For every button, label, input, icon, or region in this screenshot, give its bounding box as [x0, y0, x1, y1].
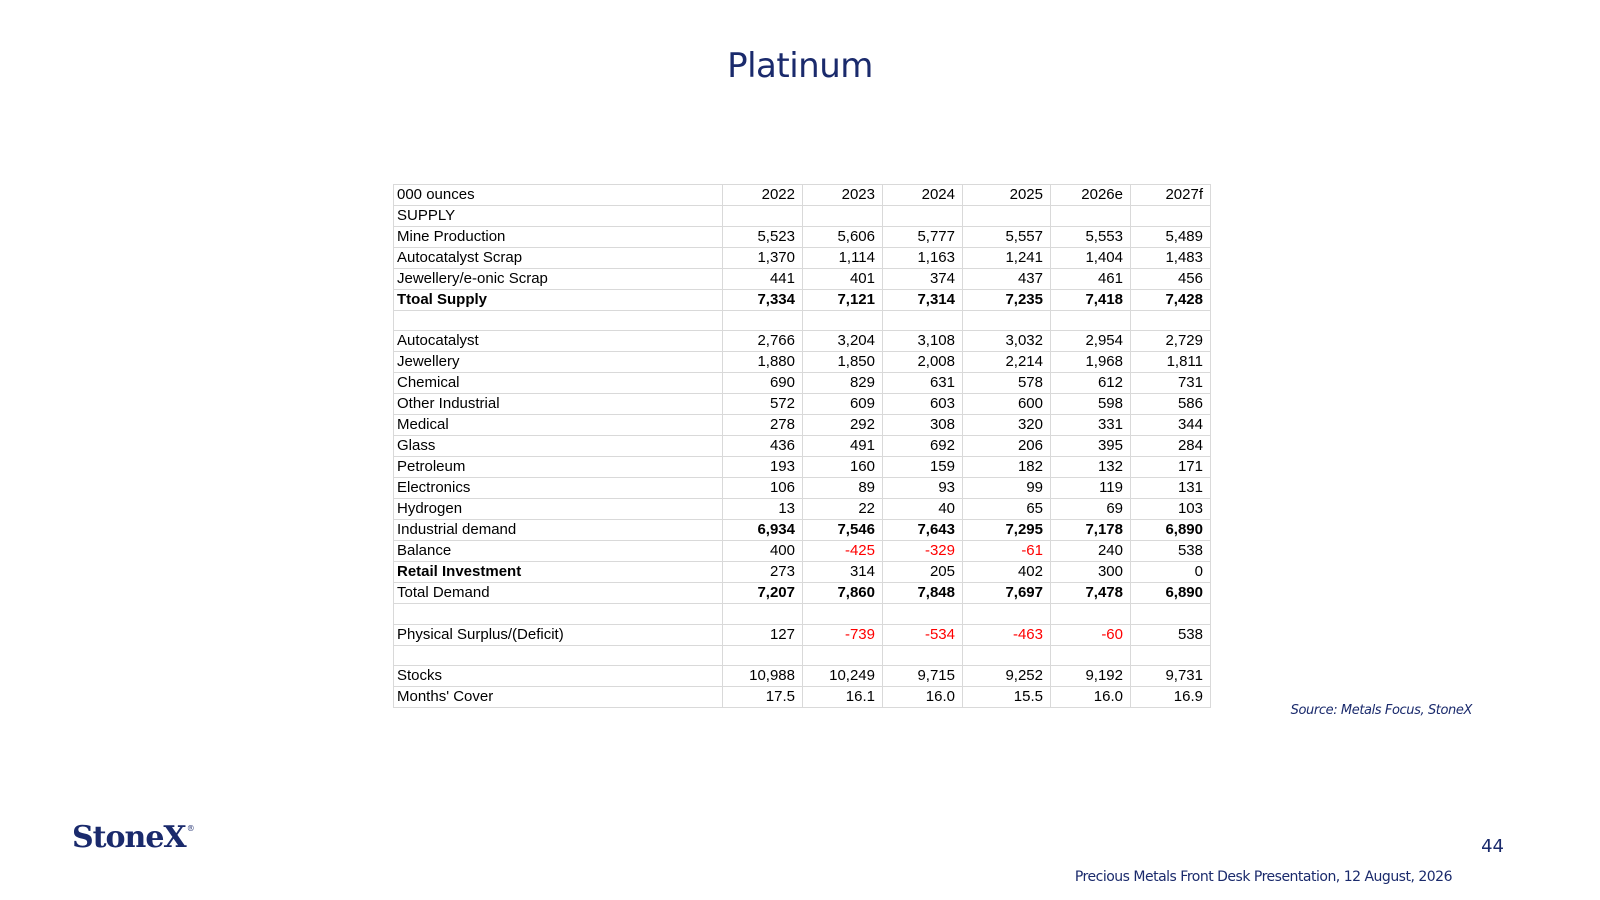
table-cell: 13 [723, 499, 803, 520]
table-cell: 1,968 [1051, 352, 1131, 373]
table-cell: 193 [723, 457, 803, 478]
table-cell: 436 [723, 436, 803, 457]
table-cell: 631 [883, 373, 963, 394]
table-cell [1051, 604, 1131, 624]
row-label: Ttoal Supply [394, 290, 723, 311]
table-cell [1051, 311, 1131, 331]
table-cell: 22 [803, 499, 883, 520]
table-cell: 7,697 [963, 583, 1051, 604]
table-cell: 603 [883, 394, 963, 415]
table-cell: 7,428 [1131, 290, 1211, 311]
page-number: 44 [1481, 836, 1504, 857]
table-cell: 441 [723, 269, 803, 290]
table-cell: 7,314 [883, 290, 963, 311]
row-label [394, 645, 723, 665]
table-cell: 491 [803, 436, 883, 457]
table-cell: 1,811 [1131, 352, 1211, 373]
table-cell: 538 [1131, 541, 1211, 562]
table-cell: 16.1 [803, 686, 883, 707]
table-cell: 1,370 [723, 248, 803, 269]
table-cell: 314 [803, 562, 883, 583]
table-row [394, 436, 1211, 457]
table-cell: 69 [1051, 499, 1131, 520]
table-cell [963, 645, 1051, 665]
table-row [394, 269, 1211, 290]
header-year: 2024 [883, 185, 963, 206]
table-cell: 461 [1051, 269, 1131, 290]
table-cell: 6,890 [1131, 583, 1211, 604]
table-cell: 7,418 [1051, 290, 1131, 311]
table-row [394, 645, 1211, 665]
row-label: Months' Cover [394, 686, 723, 707]
table-cell [883, 206, 963, 227]
table-row [394, 520, 1211, 541]
row-label: Autocatalyst [394, 331, 723, 352]
table-cell: 1,114 [803, 248, 883, 269]
table-cell: 1,404 [1051, 248, 1131, 269]
header-unit-label: 000 ounces [394, 185, 723, 206]
row-label: Stocks [394, 665, 723, 686]
footer-text: Precious Metals Front Desk Presentation, 12 August, 2026 [1074, 869, 1452, 885]
table-cell: 692 [883, 436, 963, 457]
row-label: Total Demand [394, 583, 723, 604]
table-cell: 16.0 [883, 686, 963, 707]
table-row [394, 352, 1211, 373]
table-cell: 400 [723, 541, 803, 562]
row-label: Petroleum [394, 457, 723, 478]
table-cell: 171 [1131, 457, 1211, 478]
table-cell: 106 [723, 478, 803, 499]
table-row [394, 206, 1211, 227]
table-cell [963, 206, 1051, 227]
table-cell: 16.0 [1051, 686, 1131, 707]
table-cell: 7,478 [1051, 583, 1131, 604]
table-cell: 93 [883, 478, 963, 499]
row-label: Jewellery [394, 352, 723, 373]
table-cell: 284 [1131, 436, 1211, 457]
row-label: Autocatalyst Scrap [394, 248, 723, 269]
table-cell: 6,934 [723, 520, 803, 541]
table-cell: 9,192 [1051, 665, 1131, 686]
table-row [394, 415, 1211, 436]
table-cell [803, 645, 883, 665]
table-cell: 829 [803, 373, 883, 394]
table-cell: 3,032 [963, 331, 1051, 352]
logo-text: StoneX [72, 820, 186, 855]
table-cell: 401 [803, 269, 883, 290]
header-year: 2025 [963, 185, 1051, 206]
table-cell: 7,207 [723, 583, 803, 604]
table-cell: 402 [963, 562, 1051, 583]
table-cell: 5,606 [803, 227, 883, 248]
table-row [394, 686, 1211, 707]
table-cell: 456 [1131, 269, 1211, 290]
table-cell: 572 [723, 394, 803, 415]
table-cell: 0 [1131, 562, 1211, 583]
table-row [394, 331, 1211, 352]
table-cell: 10,988 [723, 665, 803, 686]
page-title: Platinum [727, 46, 873, 86]
table-cell: 731 [1131, 373, 1211, 394]
table-cell: 159 [883, 457, 963, 478]
row-label: Chemical [394, 373, 723, 394]
table-cell: 586 [1131, 394, 1211, 415]
table-cell: 16.9 [1131, 686, 1211, 707]
table-cell [803, 604, 883, 624]
table-cell [963, 604, 1051, 624]
table-cell: -60 [1051, 624, 1131, 645]
source-note: Source: Metals Focus, StoneX [1290, 703, 1472, 718]
table-cell: 437 [963, 269, 1051, 290]
table-cell: 182 [963, 457, 1051, 478]
table-cell: 3,204 [803, 331, 883, 352]
table-cell: 2,729 [1131, 331, 1211, 352]
table-cell: 2,766 [723, 331, 803, 352]
table-cell: 1,850 [803, 352, 883, 373]
table-cell: 1,880 [723, 352, 803, 373]
header-year: 2026e [1051, 185, 1131, 206]
table-row [394, 248, 1211, 269]
row-label: Hydrogen [394, 499, 723, 520]
table-cell: 320 [963, 415, 1051, 436]
table-row [394, 541, 1211, 562]
table-cell: 1,483 [1131, 248, 1211, 269]
table-cell: 40 [883, 499, 963, 520]
table-cell: 374 [883, 269, 963, 290]
row-label: Glass [394, 436, 723, 457]
table-row [394, 583, 1211, 604]
table-cell: 7,848 [883, 583, 963, 604]
table-cell: 131 [1131, 478, 1211, 499]
table-cell: 5,523 [723, 227, 803, 248]
table-cell: 9,715 [883, 665, 963, 686]
table-cell: 17.5 [723, 686, 803, 707]
table-cell: 609 [803, 394, 883, 415]
table-cell: -61 [963, 541, 1051, 562]
table-cell: 578 [963, 373, 1051, 394]
table-cell: 278 [723, 415, 803, 436]
table-cell: 2,954 [1051, 331, 1131, 352]
row-label: Jewellery/e-onic Scrap [394, 269, 723, 290]
table-cell: 160 [803, 457, 883, 478]
table-cell [883, 604, 963, 624]
table-row [394, 457, 1211, 478]
table-cell: 127 [723, 624, 803, 645]
table-cell: -534 [883, 624, 963, 645]
table-cell [723, 604, 803, 624]
table-row [394, 624, 1211, 645]
table-cell: 395 [1051, 436, 1131, 457]
table-cell: 292 [803, 415, 883, 436]
table-cell: 205 [883, 562, 963, 583]
row-label: Electronics [394, 478, 723, 499]
table-cell: 273 [723, 562, 803, 583]
stonex-logo [72, 820, 194, 855]
table-cell: 119 [1051, 478, 1131, 499]
table-cell: 538 [1131, 624, 1211, 645]
table-cell: 331 [1051, 415, 1131, 436]
table-row [394, 394, 1211, 415]
table-cell: 9,731 [1131, 665, 1211, 686]
platinum-supply-demand-table [393, 184, 1211, 708]
row-label: SUPPLY [394, 206, 723, 227]
table-cell: 690 [723, 373, 803, 394]
logo-registered-mark: ® [186, 824, 194, 833]
table-cell: 344 [1131, 415, 1211, 436]
data-table-container [393, 184, 1211, 708]
row-label: Mine Production [394, 227, 723, 248]
table-cell [803, 206, 883, 227]
table-cell [883, 645, 963, 665]
table-cell [1131, 645, 1211, 665]
table-cell: 2,008 [883, 352, 963, 373]
table-cell: 2,214 [963, 352, 1051, 373]
row-label: Industrial demand [394, 520, 723, 541]
table-cell: 3,108 [883, 331, 963, 352]
table-cell: 7,643 [883, 520, 963, 541]
table-cell [1131, 206, 1211, 227]
table-row [394, 311, 1211, 331]
table-cell: 10,249 [803, 665, 883, 686]
table-row [394, 373, 1211, 394]
row-label: Other Industrial [394, 394, 723, 415]
table-cell: 7,178 [1051, 520, 1131, 541]
table-cell: 598 [1051, 394, 1131, 415]
table-cell: 5,777 [883, 227, 963, 248]
row-label: Retail Investment [394, 562, 723, 583]
table-row [394, 604, 1211, 624]
table-cell: 7,295 [963, 520, 1051, 541]
row-label [394, 311, 723, 331]
table-cell: 9,252 [963, 665, 1051, 686]
table-cell [1051, 206, 1131, 227]
table-cell: 7,860 [803, 583, 883, 604]
table-cell: 15.5 [963, 686, 1051, 707]
table-cell [803, 311, 883, 331]
table-row [394, 562, 1211, 583]
table-cell: 132 [1051, 457, 1131, 478]
row-label: Balance [394, 541, 723, 562]
table-cell [963, 311, 1051, 331]
table-cell: 1,163 [883, 248, 963, 269]
table-row [394, 290, 1211, 311]
table-cell: -329 [883, 541, 963, 562]
table-header-row [394, 185, 1211, 206]
header-year: 2023 [803, 185, 883, 206]
table-cell: 103 [1131, 499, 1211, 520]
table-cell: 600 [963, 394, 1051, 415]
table-cell [1131, 604, 1211, 624]
table-cell: 7,546 [803, 520, 883, 541]
table-cell: 206 [963, 436, 1051, 457]
table-cell: -739 [803, 624, 883, 645]
table-cell [1131, 311, 1211, 331]
table-cell: 7,235 [963, 290, 1051, 311]
table-cell: 1,241 [963, 248, 1051, 269]
table-cell: 612 [1051, 373, 1131, 394]
table-cell: 308 [883, 415, 963, 436]
table-row [394, 227, 1211, 248]
table-cell: 300 [1051, 562, 1131, 583]
table-cell [723, 206, 803, 227]
table-cell: 99 [963, 478, 1051, 499]
table-cell: -425 [803, 541, 883, 562]
table-cell [723, 645, 803, 665]
table-cell [883, 311, 963, 331]
table-cell: 7,121 [803, 290, 883, 311]
table-cell: 5,557 [963, 227, 1051, 248]
row-label [394, 604, 723, 624]
table-cell: 5,553 [1051, 227, 1131, 248]
table-cell: 240 [1051, 541, 1131, 562]
table-cell [1051, 645, 1131, 665]
table-cell [723, 311, 803, 331]
table-cell: 6,890 [1131, 520, 1211, 541]
header-year: 2022 [723, 185, 803, 206]
table-cell: -463 [963, 624, 1051, 645]
table-cell: 7,334 [723, 290, 803, 311]
table-cell: 89 [803, 478, 883, 499]
header-year: 2027f [1131, 185, 1211, 206]
table-row [394, 478, 1211, 499]
table-cell: 65 [963, 499, 1051, 520]
row-label: Physical Surplus/(Deficit) [394, 624, 723, 645]
row-label: Medical [394, 415, 723, 436]
table-cell: 5,489 [1131, 227, 1211, 248]
table-row [394, 665, 1211, 686]
table-row [394, 499, 1211, 520]
